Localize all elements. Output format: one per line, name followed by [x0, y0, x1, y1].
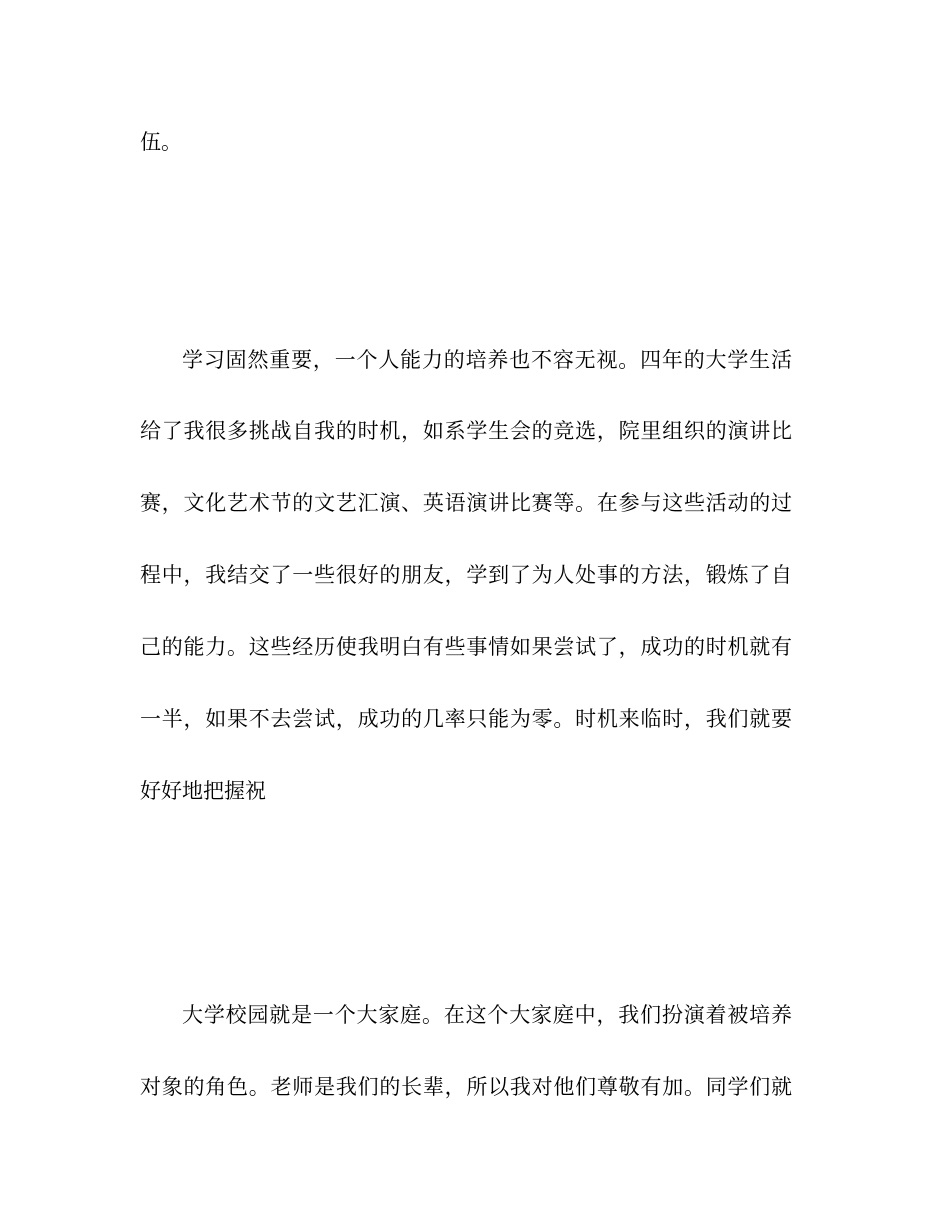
- paragraph-line: 对象的角色。老师是我们的长辈，所以我对他们尊敬有加。同学们就: [140, 1075, 792, 1099]
- paragraph-line: 程中，我结交了一些很好的朋友，学到了为人处事的方法，锻炼了自: [140, 563, 792, 587]
- fragment-line: 伍。: [140, 130, 182, 154]
- paragraph-line: 己的能力。这些经历使我明白有些事情如果尝试了，成功的时机就有: [140, 635, 792, 659]
- paragraph-line: 给了我很多挑战自我的时机，如系学生会的竞选，院里组织的演讲比: [140, 419, 792, 443]
- paragraph-line: 好好地把握祝: [140, 779, 266, 803]
- paragraph-line: 学习固然重要，一个人能力的培养也不容无视。四年的大学生活: [182, 348, 792, 372]
- paragraph-line: 一半，如果不去尝试，成功的几率只能为零。时机来临时，我们就要: [140, 707, 792, 731]
- paragraph-line: 赛，文化艺术节的文艺汇演、英语演讲比赛等。在参与这些活动的过: [140, 491, 792, 515]
- paragraph-line: 大学校园就是一个大家庭。在这个大家庭中，我们扮演着被培养: [182, 1003, 792, 1027]
